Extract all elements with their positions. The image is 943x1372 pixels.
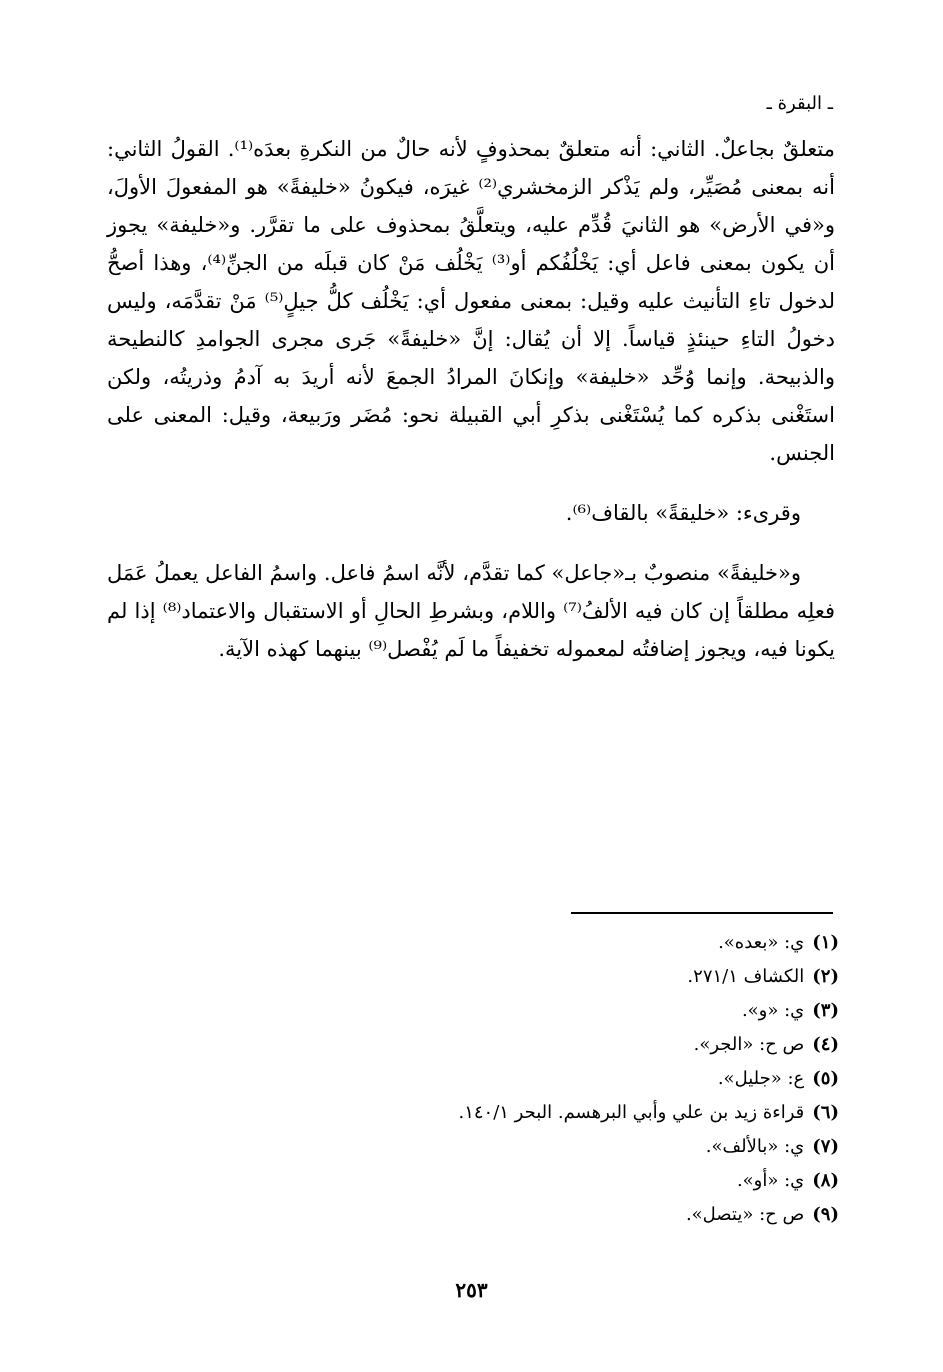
footnote-5 [139, 1062, 839, 1096]
footnote-text: ي: «و». [741, 1000, 805, 1021]
footnote-text: قراءة زيد بن علي وأبي البرهسم. البحر ١٤٠/١. [458, 1102, 805, 1123]
footnotes-list [139, 926, 839, 1232]
footnote-text: ص ح: «الجر». [693, 1034, 805, 1055]
footnote-4 [139, 1028, 839, 1062]
footnote-marker: (٨) [812, 1170, 839, 1191]
footnote-7 [139, 1130, 839, 1164]
footnote-text: ص ح: «يتصل». [685, 1204, 805, 1225]
footnote-text: ي: «أو». [736, 1170, 805, 1191]
footnote-text: الكشاف ٢٧١/١. [687, 966, 805, 987]
footnote-text: ي: «بالألف». [705, 1136, 805, 1157]
footnote-marker: (٢) [812, 966, 839, 987]
footnote-marker: (٧) [812, 1136, 839, 1157]
running-header: ـ البقرة ـ [766, 93, 833, 114]
page-number: ٢٥٣ [455, 1278, 488, 1302]
footnote-3 [139, 994, 839, 1028]
footnote-text: ع: «جليل». [717, 1068, 805, 1089]
footnote-marker: (٤) [812, 1034, 839, 1055]
footnote-marker: (٥) [812, 1068, 839, 1089]
footnote-text: ي: «بعده». [718, 932, 805, 953]
footnote-1 [139, 926, 839, 960]
footnote-marker: (٦) [812, 1102, 839, 1123]
footnote-6 [139, 1096, 839, 1130]
main-text [107, 130, 835, 668]
footnote-divider [571, 912, 833, 914]
footnote-marker: (٩) [812, 1204, 839, 1225]
paragraph-1: متعلقٌ بجاعلٌ. الثاني: أنه متعلقٌ بمحذوفٍ لأنه حالٌ من النكرةِ بعدَه⁽¹⁾. القولُ الثاني: أنه بمعنى مُصَيِّر، ولم يَذْكر الزمخشري⁽²⁾ غيرَه، فيكونُ «خليفةً» هو المفعولَ الأولَ، و«في الأرض» هو الثانيَ قُدِّم عليه، ويتعلَّقُ بمحذوف على ما تقرَّر. و«خليفة» يجوز أن يكون بمعنى فاعل أي: يَخْلُفُكم أو⁽³⁾ يَخْلُف مَنْ كان قبلَه من الجنِّ⁽⁴⁾، وهذا أصحُّ لدخول تاءِ التأنيث عليه وقيل: بمعنى مفعول أي: يَخْلُف كلُّ جيلٍ⁽⁵⁾ مَنْ تقدَّمَه، وليس دخولُ التاءِ حينئذٍ قياساً. إلا أن يُقال: إنَّ «خليفةً» جَرى مجرى الجوامدِ كالنطيحة والذبيحة. وإنما وُحِّد «خليفة» وإنكانَ المرادُ الجمعَ لأنه أريدَ به آدمُ وذريتُه، ولكن استَغْنى بذكره كما يُسْتَغْنى بذكرِ أبي القبيلة نحو: مُضَر ورَبيعة، وقيل: المعنى على الجنس. [107, 137, 836, 465]
paragraph-2: وقرىء: «خليقةً» بالقاف⁽⁶⁾. [565, 501, 801, 525]
footnote-9 [139, 1198, 839, 1232]
footnote-2 [139, 960, 839, 994]
footnote-8 [139, 1164, 839, 1198]
footnote-marker: (٣) [812, 1000, 839, 1021]
footnote-marker: (١) [812, 932, 839, 953]
paragraph-3: و«خليفةً» منصوبٌ بـ«جاعل» كما تقدَّم، لأنَّه اسمُ فاعل. واسمُ الفاعل يعملُ عَمَل فعلِه مطلقاً إن كان فيه الألفُ⁽⁷⁾ واللام، وبشرطِ الحالِ أو الاستقبال والاعتماد⁽⁸⁾ إذا لم يكونا فيه، ويجوز إضافتُه لمعموله تخفيفاً ما لَم يُفْصل⁽⁹⁾ بينهما كهذه الآية. [107, 561, 835, 661]
